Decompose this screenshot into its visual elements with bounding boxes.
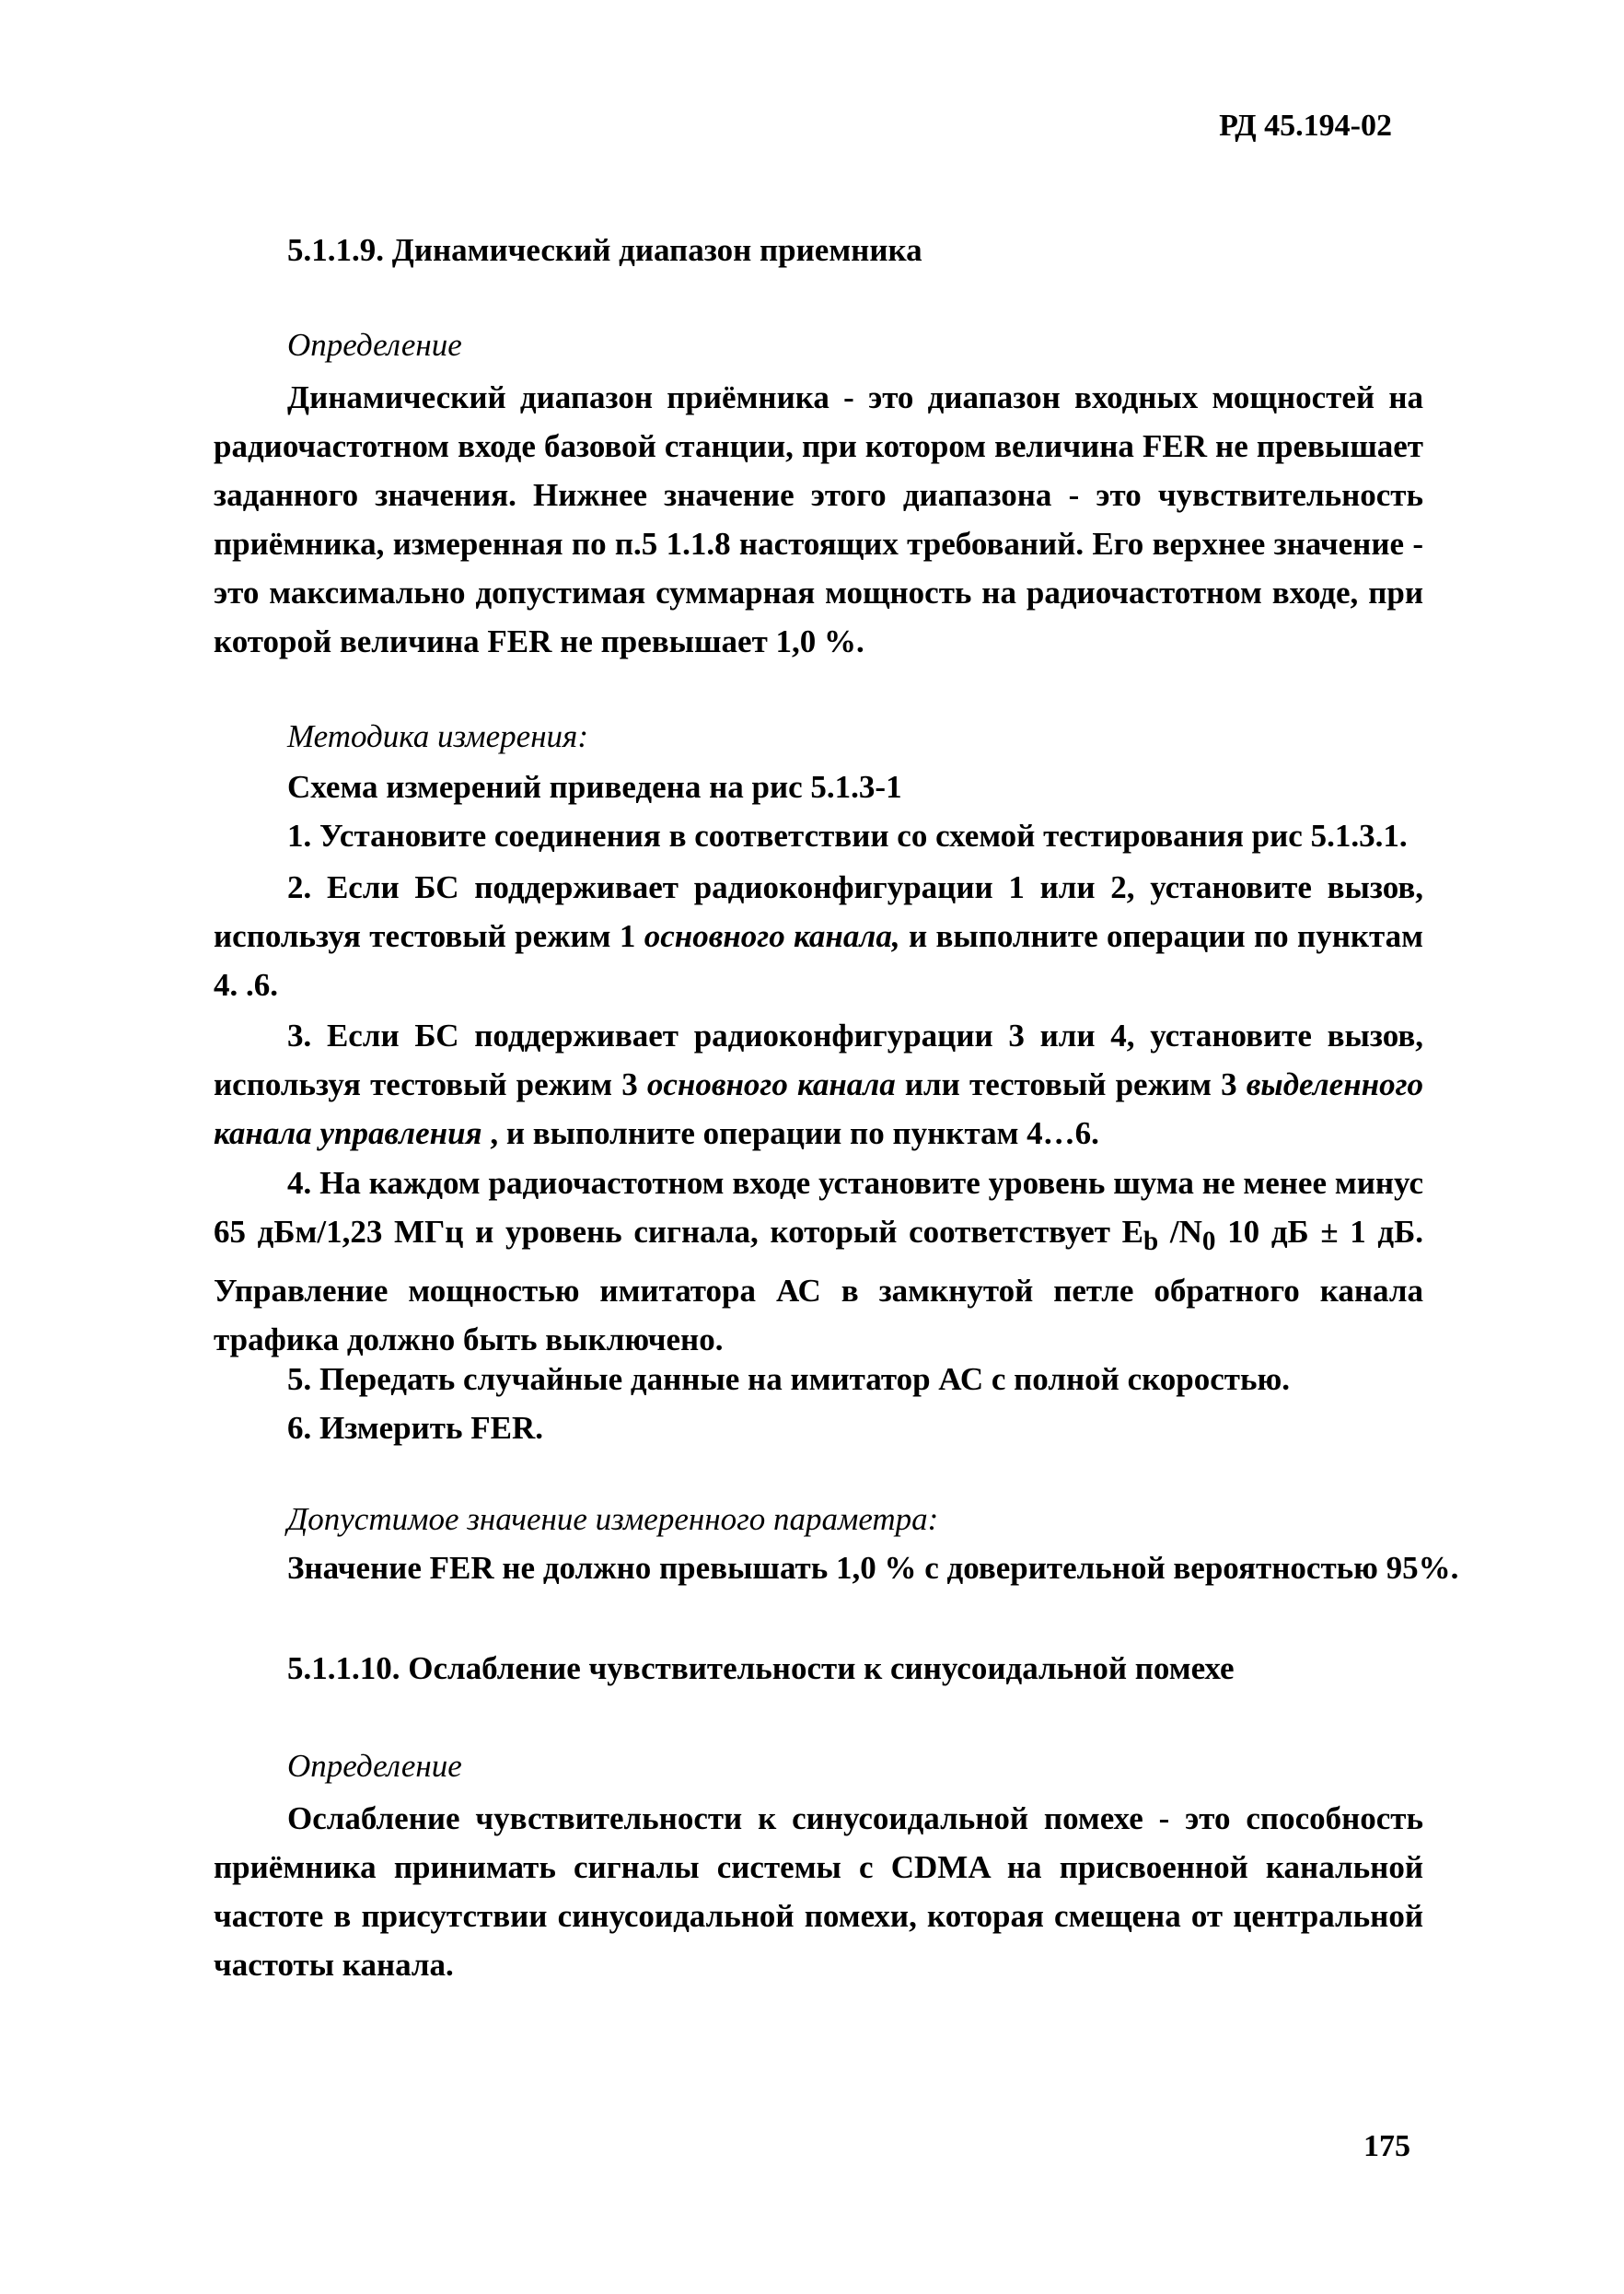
step-4-text: 4. На каждом радиочастотном входе установите уровень шума не менее минус 65 дБм/1,23 МГц и уровень сигнала, который соответствует E	[214, 1165, 1423, 1250]
document-code: РД 45.194-02	[1219, 109, 1392, 143]
step-3-text-end: , и выполните операции по пунктам 4…6.	[481, 1115, 1099, 1151]
step-4-text-mid: /N	[1158, 1214, 1202, 1250]
step-2-text-end: и выполните операции по пунктам 4. .6.	[214, 918, 1423, 1003]
step-3-emphasis-1: основного канала	[646, 1066, 896, 1102]
method-label: Методика измерения:	[287, 718, 588, 754]
step-4	[214, 1159, 1423, 1364]
step-4-subscript-0: 0	[1201, 1227, 1216, 1256]
step-4-text-end: 10 дБ ± 1 дБ. Управление мощностью имитатора АС в замкнутой петле обратного канала трафика должно быть выключено.	[214, 1214, 1423, 1357]
scheme-line: Схема измерений приведена на рис 5.1.3-1	[287, 769, 902, 805]
step-1: 1. Установите соединения в соответствии со схемой тестирования рис 5.1.3.1.	[287, 818, 1408, 854]
step-5: 5. Передать случайные данные на имитатор АС с полной скоростью.	[287, 1361, 1290, 1397]
step-4-subscript-b: b	[1143, 1227, 1159, 1256]
definition-paragraph-2: Ослабление чувствительности к синусоидальной помехе - это способность приёмника принимать сигналы системы с CDMA на присвоенной канальной частоте в присутствии синусоидальной помехи, которая смещена от центральной частоты канала.	[214, 1800, 1423, 1983]
definition-paragraph: Динамический диапазон приёмника - это диапазон входных мощностей на радиочастотном входе базовой станции, при котором величина FER не превышает заданного значения. Нижнее значение этого диапазона - это чувствительность приёмника, измеренная по п.5 1.1.8 настоящих требований. Его верхнее значение - это максимально допустимая суммарная мощность на радиочастотном входе, при которой величина FER не превышает 1,0 %.	[214, 379, 1423, 659]
step-2-text: 2. Если БС поддерживает радиоконфигурации 1 или 2, установите вызов, используя тестовый режим 1	[214, 869, 1423, 954]
section-heading-5-1-1-10: 5.1.1.10. Ослабление чувствительности к синусоидальной помехе	[287, 1650, 1235, 1686]
step-3-text: 3. Если БС поддерживает радиоконфигурации 3 или 4, установите вызов, используя тестовый режим 3	[214, 1018, 1423, 1102]
step-2	[214, 863, 1423, 1009]
step-3	[214, 1011, 1423, 1158]
page-number: 175	[1363, 2129, 1410, 2163]
allowed-value-label: Допустимое значение измеренного параметра:	[287, 1501, 939, 1537]
section-heading-5-1-1-9: 5.1.1.9. Динамический диапазон приемника	[287, 232, 922, 268]
step-3-emphasis-2: выделенного канала управления	[214, 1066, 1423, 1151]
definition-label: Определение	[287, 327, 462, 363]
step-2-emphasis: основного канала,	[644, 918, 900, 954]
definition-label-2: Определение	[287, 1748, 462, 1784]
allowed-value-text: Значение FER не должно превышать 1,0 % с доверительной вероятностью 95%.	[287, 1550, 1459, 1586]
step-3-text-mid: или тестовый режим 3	[895, 1066, 1247, 1102]
step-6: 6. Измерить FER.	[287, 1410, 544, 1446]
